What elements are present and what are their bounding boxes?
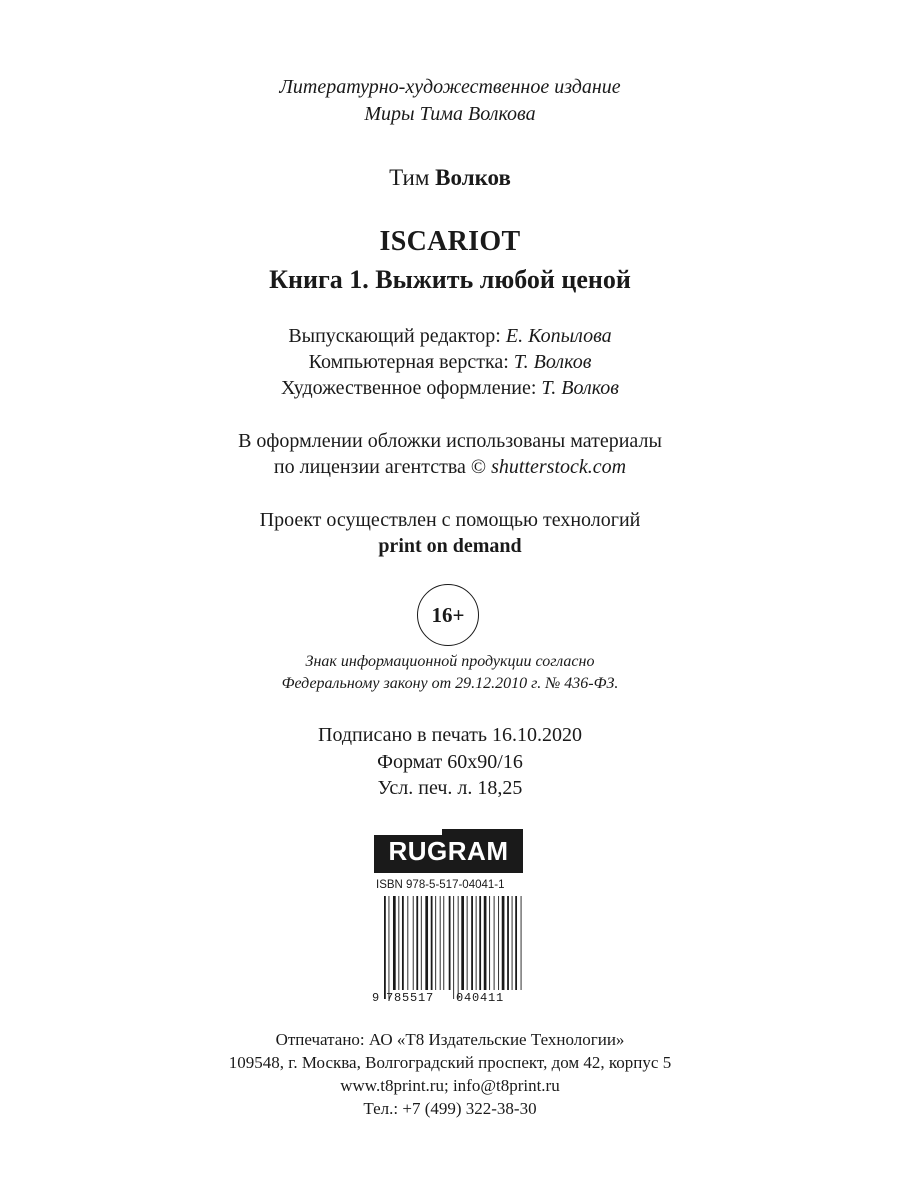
pod-note-line-1: Проект осуществлен с помощью технологий: [259, 509, 641, 531]
barcode-bar: [425, 896, 428, 990]
barcode-digits-left: 785517: [386, 991, 435, 1005]
publisher-logo-text: RUGRAM: [388, 836, 509, 866]
barcode-bar: [512, 896, 513, 990]
cover-note-source: shutterstock.com: [491, 456, 627, 478]
barcode-bar: [398, 896, 399, 990]
credit-role: Выпускающий редактор:: [288, 325, 501, 347]
credit-editor: [0, 325, 900, 348]
barcode-bar: [476, 896, 477, 990]
barcode-bar: [515, 896, 517, 990]
series-line-1: Литературно-художественное издание: [279, 76, 621, 98]
credit-design: [0, 377, 900, 400]
age-rating-badge: 16+: [417, 584, 479, 646]
barcode-bar: [421, 896, 422, 990]
barcode-bar: [388, 896, 389, 999]
printer-line-2: 109548, г. Москва, Волгоградский проспект, дом 42, корпус 5: [228, 1053, 672, 1072]
isbn-label: ISBN 978-5-517-04041-1: [376, 879, 505, 891]
print-signed: Подписано в печать 16.10.2020: [318, 724, 582, 746]
printer-line-1: Отпечатано: АО «Т8 Издательские Технологии»: [275, 1030, 625, 1049]
cover-note-line-2: [0, 456, 900, 479]
barcode-bar: [440, 896, 441, 990]
barcode-bar: [393, 896, 396, 990]
credit-role: Компьютерная верстка:: [308, 351, 509, 373]
printer-line-3: www.t8print.ru; info@t8print.ru: [340, 1076, 560, 1095]
barcode-digit-first: 9: [372, 991, 381, 1005]
barcode-bar: [521, 896, 522, 990]
barcode-bar: [461, 896, 464, 990]
barcode-bar: [471, 896, 473, 990]
barcode-bar: [494, 896, 495, 990]
barcode-bar: [484, 896, 487, 990]
credit-role: Художественное оформление:: [281, 377, 537, 399]
barcode-bar: [467, 896, 468, 990]
author-name: [0, 165, 900, 191]
credit-name: Т. Волков: [541, 377, 619, 399]
barcode-bar: [416, 896, 418, 990]
author-last-name: Волков: [435, 165, 511, 190]
barcode-bar: [443, 896, 444, 990]
cover-note-prefix: по лицензии агентства ©: [273, 456, 487, 478]
barcode-bar: [453, 896, 454, 999]
barcode-bar: [479, 896, 481, 990]
barcode-bar: [507, 896, 509, 990]
age-note-line-1: Знак информационной продукции согласно: [305, 653, 595, 670]
barcode-bar: [407, 896, 408, 990]
barcode-bar: [431, 896, 433, 990]
print-sheets: Усл. печ. л. 18,25: [377, 777, 523, 799]
isbn-barcode: [370, 880, 530, 1005]
barcode-bar: [413, 896, 414, 990]
print-format: Формат 60x90/16: [377, 751, 523, 773]
cover-note-line-1: В оформлении обложки использованы материалы: [238, 430, 662, 452]
book-subtitle: Книга 1. Выжить любой ценой: [269, 265, 631, 294]
barcode-bar: [502, 896, 505, 990]
pod-note-line-2: print on demand: [378, 535, 522, 557]
author-first-name: Тим: [389, 165, 430, 190]
barcode-bar: [489, 896, 490, 990]
book-title: ISCARIOT: [379, 226, 521, 257]
barcode-bar: [458, 896, 459, 999]
age-note-line-2: Федеральному закону от 29.12.2010 г. № 436-ФЗ.: [281, 675, 619, 692]
series-line-2: Миры Тима Волкова: [364, 103, 536, 125]
barcode-bar: [435, 896, 436, 990]
logo-notch: [374, 829, 442, 835]
barcode-digits-right: 040411: [456, 991, 505, 1005]
barcode-bar: [449, 896, 451, 990]
credit-name: Т. Волков: [513, 351, 592, 373]
barcode-bar: [384, 896, 386, 999]
credit-layout: [0, 351, 900, 374]
barcode-bar: [402, 896, 404, 990]
printer-line-4: Тел.: +7 (499) 322-38-30: [363, 1099, 537, 1118]
barcode-bar: [498, 896, 499, 990]
credit-name: Е. Копылова: [505, 325, 612, 347]
